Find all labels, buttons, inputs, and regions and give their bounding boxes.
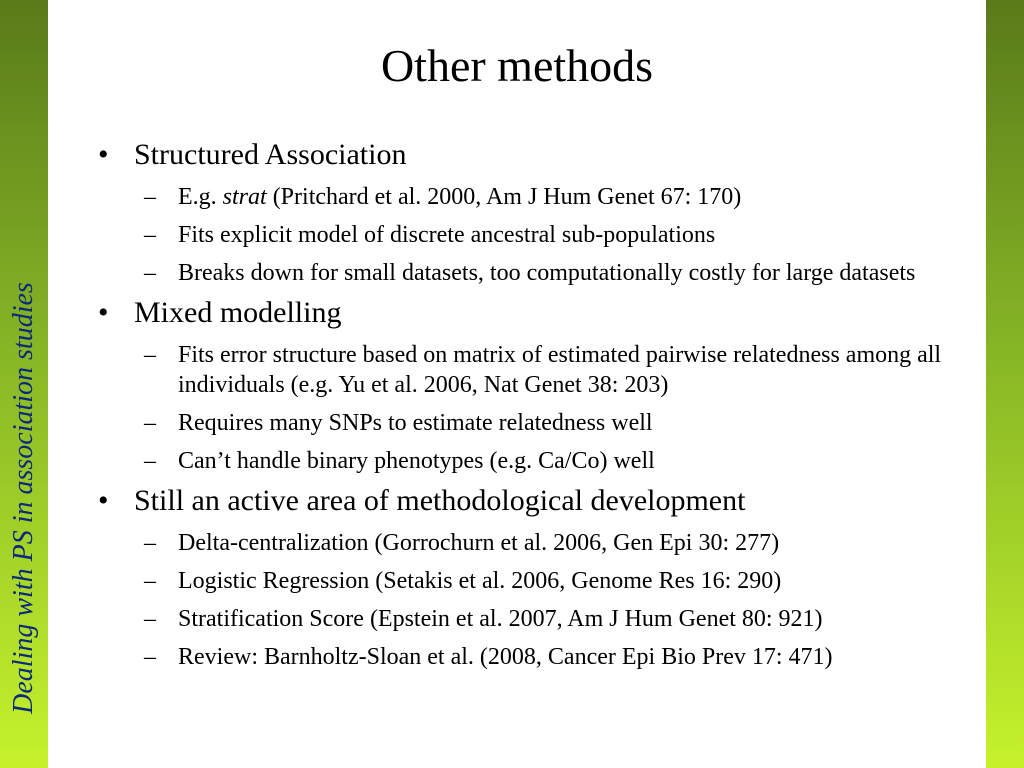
dash-glyph: – — [144, 184, 156, 210]
dash-glyph: – — [144, 644, 156, 670]
sub-item-text: Delta-centralization (Gorrochurn et al. 2006, Gen Epi 30: 277) — [178, 530, 780, 556]
sub-item — [98, 566, 968, 596]
sub-item — [98, 408, 968, 438]
bullet-active-area — [98, 482, 968, 520]
dash-glyph: – — [144, 568, 156, 594]
dash-glyph: – — [144, 448, 156, 474]
bullet-label: Still an active area of methodological development — [134, 484, 746, 517]
sub-item-text: Breaks down for small datasets, too computationally costly for large datasets — [178, 260, 916, 286]
sub-list — [98, 528, 968, 672]
bullet-label: Structured Association — [134, 138, 407, 171]
sub-list — [98, 340, 968, 476]
dash-glyph: – — [144, 410, 156, 436]
sub-item — [98, 182, 968, 212]
bullet-structured-association — [98, 136, 968, 174]
sub-item — [98, 258, 968, 288]
bullet-label: Mixed modelling — [134, 296, 342, 329]
sub-item-text: Requires many SNPs to estimate relatedness well — [178, 410, 653, 436]
right-decorative-bar — [986, 0, 1024, 768]
sub-item-italic-strat: strat — [222, 184, 267, 210]
dash-glyph: – — [144, 222, 156, 248]
sub-list — [98, 182, 968, 288]
bullet-glyph: • — [98, 484, 109, 517]
sub-item — [98, 528, 968, 558]
dash-glyph: – — [144, 530, 156, 556]
slide-content — [98, 130, 968, 672]
dash-glyph: – — [144, 342, 156, 368]
bullet-glyph: • — [98, 138, 109, 171]
sub-item-text: Stratification Score (Epstein et al. 2007, Am J Hum Genet 80: 921) — [178, 606, 823, 632]
sub-item-text: Can’t handle binary phenotypes (e.g. Ca/Co) well — [178, 448, 655, 474]
dash-glyph: – — [144, 260, 156, 286]
bullet-glyph: • — [98, 296, 109, 329]
sub-item — [98, 642, 968, 672]
dash-glyph: – — [144, 606, 156, 632]
sub-item-text: Fits explicit model of discrete ancestral sub-populations — [178, 222, 716, 248]
sub-item — [98, 340, 968, 400]
sidebar-vertical-title: Dealing with PS in association studies — [8, 282, 39, 714]
sub-item-suffix: (Pritchard et al. 2000, Am J Hum Genet 67: 170) — [266, 184, 742, 210]
sub-item-text: Review: Barnholtz-Sloan et al. (2008, Cancer Epi Bio Prev 17: 471) — [178, 644, 833, 670]
sub-item-text: Fits error structure based on matrix of estimated pairwise relatedness among all individuals (e.g. Yu et al. 2006, Nat Genet 38: 203) — [178, 342, 942, 398]
sub-item-text: Logistic Regression (Setakis et al. 2006, Genome Res 16: 290) — [178, 568, 782, 594]
sub-item — [98, 604, 968, 634]
sub-item-prefix: E.g. — [178, 184, 223, 210]
sub-item — [98, 220, 968, 250]
sub-item — [98, 446, 968, 476]
bullet-mixed-modelling — [98, 294, 968, 332]
slide-title: Other methods — [380, 40, 654, 91]
